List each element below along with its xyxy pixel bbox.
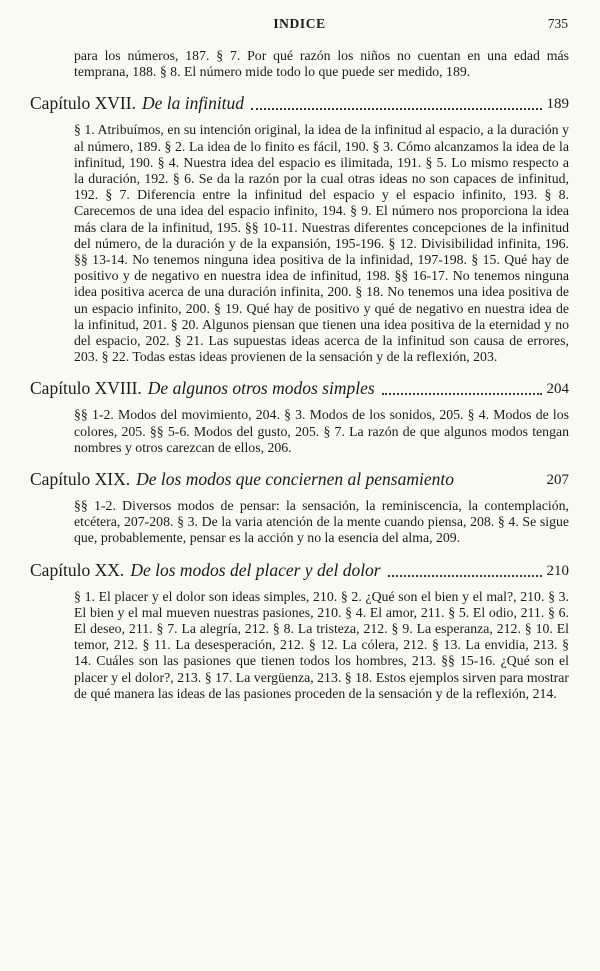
chapter-label: Capítulo XIX. — [30, 469, 131, 490]
dot-leader — [382, 393, 542, 395]
chapter-summary-xvii: § 1. Atribuímos, en su intención original, la idea de la infinitud al espacio, a la duración y al número, 189. § 2. La idea de lo finito es fácil, 190. § 3. Cómo alcanzamos la idea de la infinitud, 190. § 4. Nuestra idea del espacio es ilimitada, 191. § 5. Lo mismo respecto a la duración, 192. § 6. Se da la razón por la cual otras ideas no son capaces de infinitud, 192. § 7. Diferencia entre la infinitud del espacio y el espacio infinito, 193. § 8. Carecemos de una idea del espacio infinito, 194. § 9. El número nos proporciona la idea más clara de la infinitud, 195. §§ 10-11. Nuestras diferentes concepciones de la infinitud del número, de la duración y de la expansión, 195-196. § 12. Divisibilidad infinita, 196. §§ 13-14. No tenemos ninguna idea positiva de la infinidad, 197-198. § 15. Qué hay de positivo y de negativo en nuestra idea de infinitud, 198. §§ 16-17. No tenemos ninguna idea positiva acerca de una duración infinita, 200. § 18. No tenemos una idea positiva de un espacio infinito, 200. § 19. Qué hay de positivo y qué de negativo en nuestra idea de la infinitud, 201. § 20. Algunos piensan que tienen una idea positiva de la eternidad y no del espacio, 202. § 21. Las supuestas ideas acerca de la infinitud son causa de errores, 203. § 22. Todas estas ideas provienen de la sensación y de la reflexión, 203. — [74, 122, 569, 365]
chapter-label: Capítulo XX. — [30, 559, 125, 580]
chapter-summary-xx: § 1. El placer y el dolor son ideas simples, 210. § 2. ¿Qué son el bien y el mal?, 210. § 3. El bien y el mal mueven nuestras pasiones, 210. § 4. El amor, 211. § 5. El odio, 211. § 6. El deseo, 211. § 7. La alegría, 212. § 8. La tristeza, 212. § 9. La esperanza, 212. § 10. El temor, 212. § 11. La desesperación, 212. § 12. La cólera, 212. § 13. La envidia, 213. § 14. Cuáles son las pasiones que tienen todos los hombres, 213. §§ 15-16. ¿Qué son el placer y el dolor?, 213. § 17. La vergüenza, 213. § 18. Estos ejemplos sirven para mostrar de qué manera las ideas de las pasiones proceden de la sensación y de la reflexión, 214. — [74, 588, 569, 701]
chapter-page-number: 207 — [546, 472, 569, 489]
folio-page-number: 735 — [547, 16, 568, 31]
chapter-summary-xviii: §§ 1-2. Modos del movimiento, 204. § 3. Modos de los sonidos, 205. § 4. Modos de los colores, 205. §§ 5-6. Modos del gusto, 205. § 7. La razón de que algunos modos tengan nombres y otros carezcan de ellos, 206. — [74, 407, 569, 455]
chapter-heading-xvii — [30, 93, 569, 114]
chapter-title: De algunos otros modos simples — [147, 378, 375, 399]
chapter-page-number: 204 — [546, 381, 569, 398]
continuation-paragraph: para los números, 187. § 7. Por qué razón los niños no cuentan en una edad más temprana, 188. § 8. El número mide todo lo que puede ser medido, 189. — [74, 48, 569, 80]
chapter-title: De los modos que conciernen al pensamiento — [136, 469, 454, 490]
chapter-title: De los modos del placer y del dolor — [130, 559, 381, 580]
chapter-page-number: 210 — [546, 562, 569, 579]
chapter-heading-xx — [30, 560, 569, 581]
chapter-heading-xviii — [30, 378, 569, 399]
running-head — [30, 16, 569, 36]
chapter-label: Capítulo XVII. — [30, 93, 136, 114]
index-title: INDICE — [273, 16, 326, 31]
chapter-label: Capítulo XVIII. — [30, 378, 142, 399]
dot-leader — [388, 575, 542, 577]
dot-leader — [251, 108, 541, 110]
chapter-heading-xix — [30, 469, 569, 490]
chapter-page-number: 189 — [546, 96, 569, 113]
chapter-summary-xix: §§ 1-2. Diversos modos de pensar: la sensación, la reminiscencia, la contemplación, etcétera, 207-208. § 3. De la varia atención de la mente cuando piensa, 208. § 4. Se sigue que, probablemente, pensar es la acción y no la esencia del alma, 209. — [74, 498, 569, 546]
chapter-title: De la infinitud — [141, 93, 245, 114]
